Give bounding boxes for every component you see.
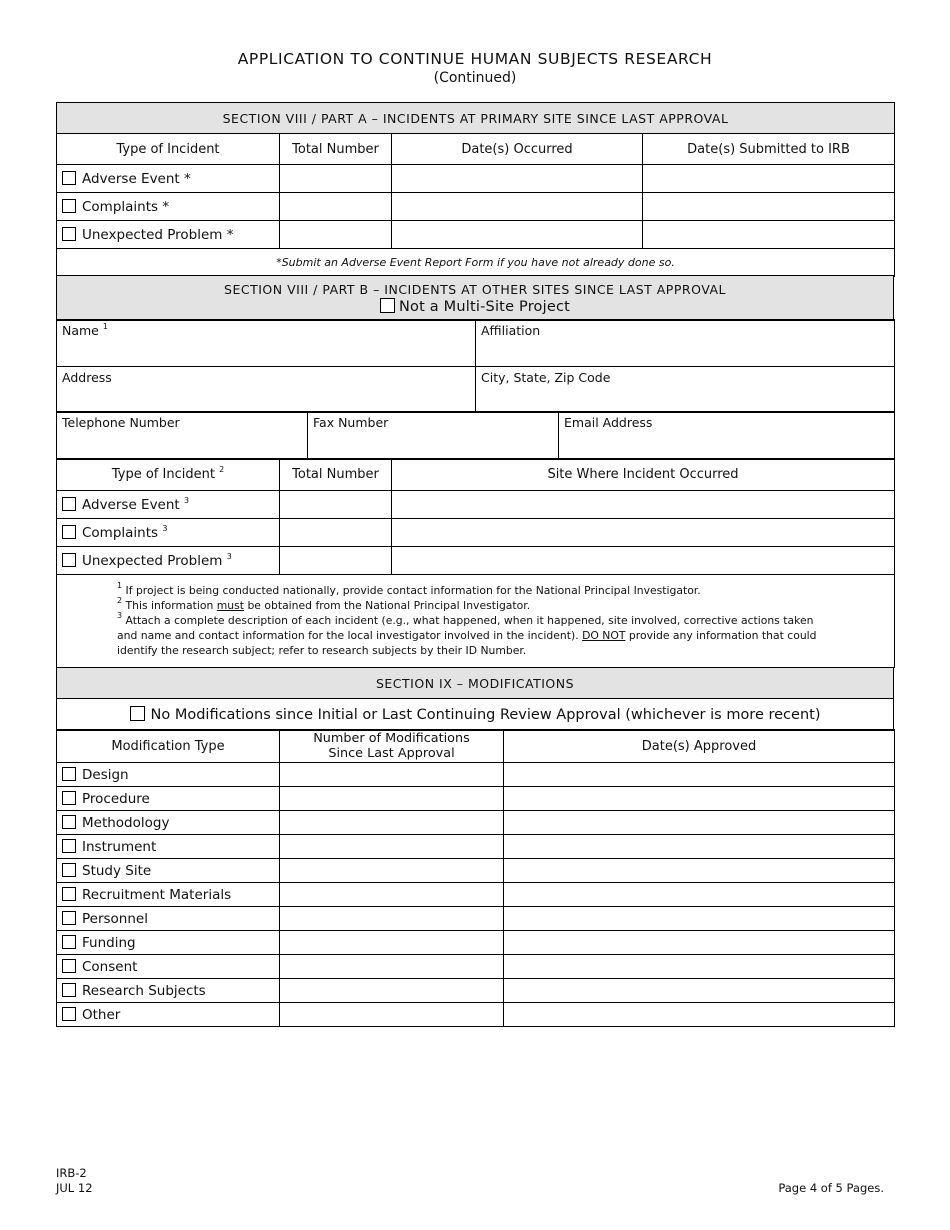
complaints-label: Complaints * <box>82 198 170 215</box>
table-row <box>57 931 895 955</box>
consent-checkbox[interactable] <box>62 959 76 973</box>
b-complaints-label: Complaints <box>82 524 159 541</box>
contact-name-table <box>56 319 895 413</box>
methodology-dates-input[interactable] <box>504 811 895 835</box>
table-row <box>57 955 895 979</box>
modifications-table <box>56 729 895 1027</box>
table-row <box>57 165 895 193</box>
fax-field[interactable] <box>308 412 559 460</box>
study-site-number-input[interactable] <box>280 859 504 883</box>
no-modifications-checkbox[interactable] <box>130 706 145 721</box>
table-row <box>57 811 895 835</box>
adverse-event-dates-submitted-input[interactable] <box>643 165 895 193</box>
instrument-checkbox[interactable] <box>62 839 76 853</box>
col-modification-type: Modification Type <box>57 730 280 763</box>
city-state-zip-field[interactable] <box>476 367 895 413</box>
personnel-dates-input[interactable] <box>504 907 895 931</box>
instrument-label: Instrument <box>82 838 157 855</box>
procedure-number-input[interactable] <box>280 787 504 811</box>
b-adverse-event-total-input[interactable] <box>280 491 392 519</box>
other-label: Other <box>82 1006 121 1023</box>
col-site-occurred: Site Where Incident Occurred <box>392 459 895 491</box>
part-a-table <box>56 102 895 277</box>
col-total-number: Total Number <box>280 134 392 165</box>
table-row: Adverse Event $^3$ <box>57 491 895 519</box>
personnel-checkbox[interactable] <box>62 911 76 925</box>
form-footer-left <box>56 1166 93 1196</box>
consent-label: Consent <box>82 958 138 975</box>
complaints-total-input[interactable] <box>280 193 392 221</box>
procedure-checkbox[interactable] <box>62 791 76 805</box>
affiliation-label: Affiliation <box>481 323 541 338</box>
footnote-3: $^3$ Attach a complete description of each incident (e.g., what happened, when it happened, site involved, corrective actions taken and name and contact information for the local investigator involved in the incident). DO NOT provide any information that could identify the research subject; refer to research subjects by their ID Number. <box>117 610 817 657</box>
part-b-heading: SECTION VIII / PART B – INCIDENTS AT OTHER SITES SINCE LAST APPROVAL <box>224 281 726 297</box>
funding-checkbox[interactable] <box>62 935 76 949</box>
study-site-dates-input[interactable] <box>504 859 895 883</box>
personnel-number-input[interactable] <box>280 907 504 931</box>
form-title: APPLICATION TO CONTINUE HUMAN SUBJECTS RESEARCH <box>237 50 713 68</box>
unexpected-problem-total-input[interactable] <box>280 221 392 249</box>
part-a-heading: SECTION VIII / PART A – INCIDENTS AT PRIMARY SITE SINCE LAST APPROVAL <box>57 103 895 134</box>
b-unexpected-problem-site-input[interactable] <box>392 547 895 575</box>
footnote-marker-1: 1 <box>102 322 108 331</box>
personnel-label: Personnel <box>82 910 148 927</box>
b-unexpected-problem-label: Unexpected Problem <box>82 552 223 569</box>
form-subtitle: (Continued) <box>433 70 517 86</box>
page-number: Page 4 of 5 Pages. <box>778 1181 884 1195</box>
design-number-input[interactable] <box>280 763 504 787</box>
table-row <box>57 859 895 883</box>
instrument-dates-input[interactable] <box>504 835 895 859</box>
part-b-heading-table <box>56 275 894 321</box>
table-row <box>57 835 895 859</box>
address-label: Address <box>62 370 112 385</box>
b-complaints-total-input[interactable] <box>280 519 392 547</box>
footnote-1: $^1$ If project is being conducted nationally, provide contact information for the National Principal Investigator. <box>117 580 701 597</box>
recruitment-materials-number-input[interactable] <box>280 883 504 907</box>
contact-phone-table <box>56 411 895 460</box>
funding-number-input[interactable] <box>280 931 504 955</box>
table-row <box>57 1003 895 1027</box>
table-row <box>57 193 895 221</box>
recruitment-materials-dates-input[interactable] <box>504 883 895 907</box>
table-row <box>57 907 895 931</box>
instrument-number-input[interactable] <box>280 835 504 859</box>
city-state-zip-label: City, State, Zip Code <box>481 370 611 385</box>
design-dates-input[interactable] <box>504 763 895 787</box>
section-ix-heading-table <box>56 667 894 731</box>
multi-site-checkbox[interactable] <box>380 298 395 313</box>
table-row <box>57 883 895 907</box>
form-id: IRB-2 <box>56 1166 87 1180</box>
other-checkbox[interactable] <box>62 1007 76 1021</box>
telephone-field[interactable] <box>57 412 308 460</box>
adverse-event-checkbox[interactable] <box>62 171 76 185</box>
consent-number-input[interactable] <box>280 955 504 979</box>
col-since-last-approval: Since Last Approval <box>328 746 455 761</box>
study-site-checkbox[interactable] <box>62 863 76 877</box>
research-subjects-checkbox[interactable] <box>62 983 76 997</box>
b-adverse-event-site-input[interactable] <box>392 491 895 519</box>
part-b-incidents-table: Type of Incident $^2$ Total Number Site Where Incident Occurred Adverse Event $^3$ Complaints $^3$ Unexpected Problem $^3$ $^1$ If project is being conducted nationally, provide contact information for the National Principal Investigator. $^2$ This information must be obtained from the National Principal Investigator. $^3$ Attach a complete description of each incident (e.g., what happened, when it happened, site involved, corrective actions taken and name and contact information for the local investigator involved in the incident). DO NOT provide any information that could identify the research subject; refer to research subjects by their ID Number. <box>56 458 895 668</box>
complaints-checkbox[interactable] <box>62 199 76 213</box>
other-dates-input[interactable] <box>504 1003 895 1027</box>
complaints-dates-occurred-input[interactable] <box>392 193 643 221</box>
col-dates-approved: Date(s) Approved <box>504 730 895 763</box>
telephone-label: Telephone Number <box>62 415 180 430</box>
research-subjects-number-input[interactable] <box>280 979 504 1003</box>
consent-dates-input[interactable] <box>504 955 895 979</box>
adverse-event-dates-occurred-input[interactable] <box>392 165 643 193</box>
footnote-2: $^2$ This information must be obtained from the National Principal Investigator. <box>117 595 531 612</box>
recruitment-materials-checkbox[interactable] <box>62 887 76 901</box>
design-checkbox[interactable] <box>62 767 76 781</box>
fax-label: Fax Number <box>313 415 389 430</box>
procedure-label: Procedure <box>82 790 150 807</box>
col-type-of-incident-b: Type of Incident <box>111 467 215 482</box>
name-field[interactable] <box>57 320 476 367</box>
email-field[interactable] <box>559 412 895 460</box>
table-row <box>57 787 895 811</box>
email-label: Email Address <box>564 415 653 430</box>
unexpected-problem-dates-submitted-input[interactable] <box>643 221 895 249</box>
methodology-checkbox[interactable] <box>62 815 76 829</box>
col-total-number-b: Total Number <box>280 459 392 491</box>
col-dates-occurred: Date(s) Occurred <box>392 134 643 165</box>
b-unexpected-problem-total-input[interactable] <box>280 547 392 575</box>
address-field[interactable] <box>57 367 476 413</box>
unexpected-problem-label: Unexpected Problem * <box>82 226 234 243</box>
research-subjects-label: Research Subjects <box>82 982 206 999</box>
footnotes <box>57 575 895 668</box>
b-complaints-checkbox[interactable] <box>62 525 76 539</box>
unexpected-problem-checkbox[interactable] <box>62 227 76 241</box>
funding-label: Funding <box>82 934 136 951</box>
unexpected-problem-dates-occurred-input[interactable] <box>392 221 643 249</box>
section-ix-heading: SECTION IX – MODIFICATIONS <box>57 668 894 699</box>
procedure-dates-input[interactable] <box>504 787 895 811</box>
col-number-modifications: Number of Modifications <box>313 731 470 746</box>
name-label: Name <box>62 323 99 338</box>
recruitment-materials-label: Recruitment Materials <box>82 886 232 903</box>
other-number-input[interactable] <box>280 1003 504 1027</box>
adverse-event-label: Adverse Event * <box>82 170 191 187</box>
multi-site-label: Not a Multi-Site Project <box>398 298 571 315</box>
table-row: Unexpected Problem $^3$ <box>57 547 895 575</box>
affiliation-field[interactable] <box>476 320 895 367</box>
table-row <box>57 979 895 1003</box>
col-type-of-incident: Type of Incident <box>57 134 280 165</box>
b-complaints-site-input[interactable] <box>392 519 895 547</box>
no-modifications-label: No Modifications since Initial or Last Continuing Review Approval (whichever is more recent) <box>150 707 821 723</box>
table-row <box>57 763 895 787</box>
adverse-event-note: *Submit an Adverse Event Report Form if you have not already done so. <box>57 249 895 277</box>
adverse-event-total-input[interactable] <box>280 165 392 193</box>
table-row <box>57 221 895 249</box>
b-adverse-event-label: Adverse Event <box>82 496 180 513</box>
funding-dates-input[interactable] <box>504 931 895 955</box>
design-label: Design <box>82 766 129 783</box>
form-date: JUL 12 <box>56 1181 93 1195</box>
b-adverse-event-checkbox[interactable] <box>62 497 76 511</box>
complaints-dates-submitted-input[interactable] <box>643 193 895 221</box>
methodology-number-input[interactable] <box>280 811 504 835</box>
b-unexpected-problem-checkbox[interactable] <box>62 553 76 567</box>
table-row: Complaints $^3$ <box>57 519 895 547</box>
methodology-label: Methodology <box>82 814 170 831</box>
study-site-label: Study Site <box>82 862 152 879</box>
col-dates-submitted: Date(s) Submitted to IRB <box>643 134 895 165</box>
research-subjects-dates-input[interactable] <box>504 979 895 1003</box>
